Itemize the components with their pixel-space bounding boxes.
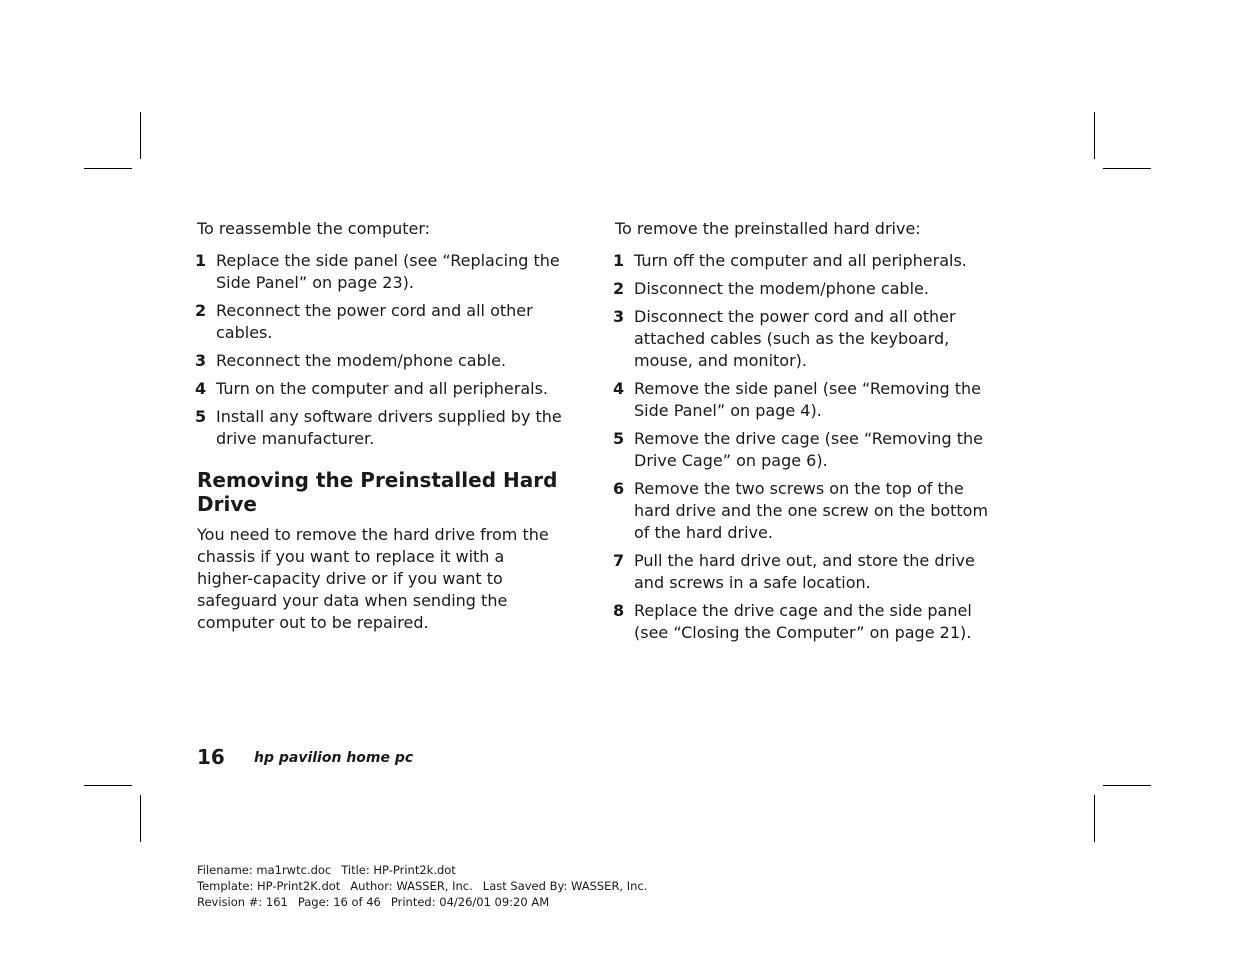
crop-mark xyxy=(140,795,141,842)
right-column xyxy=(615,218,1000,650)
list-item xyxy=(615,600,1000,644)
remove-intro: To remove the preinstalled hard drive: xyxy=(615,219,921,238)
list-item xyxy=(197,250,562,294)
metadata-author: Author: WASSER, Inc. xyxy=(350,879,473,893)
remove-steps xyxy=(615,250,1000,644)
step-text: Replace the drive cage and the side panel (see “Closing the Computer” on page 21). xyxy=(634,601,972,642)
step-text: Reconnect the power cord and all other cables. xyxy=(216,301,533,342)
metadata-last-saved: Last Saved By: WASSER, Inc. xyxy=(482,879,648,893)
step-number: 1 xyxy=(195,251,207,270)
crop-mark xyxy=(1103,168,1151,169)
metadata-filename: Filename: ma1rwtc.doc xyxy=(197,863,332,877)
reassemble-steps xyxy=(197,250,562,450)
metadata-line xyxy=(197,862,647,878)
product-name: hp pavilion home pc xyxy=(254,750,414,766)
metadata-template: Template: HP-Print2K.dot xyxy=(197,879,341,893)
crop-mark xyxy=(1103,785,1151,786)
step-number: 8 xyxy=(613,601,625,620)
step-number: 3 xyxy=(613,307,625,326)
crop-mark xyxy=(140,112,141,159)
step-number: 3 xyxy=(195,351,207,370)
metadata-line xyxy=(197,894,647,910)
reassemble-intro: To reassemble the computer: xyxy=(197,219,431,238)
step-text: Turn on the computer and all peripherals. xyxy=(216,379,548,398)
step-number: 5 xyxy=(195,407,207,426)
metadata-line xyxy=(197,878,647,894)
crop-mark xyxy=(84,168,132,169)
step-text: Reconnect the modem/phone cable. xyxy=(216,351,507,370)
step-text: Remove the two screws on the top of the hard drive and the one screw on the bottom of the hard drive. xyxy=(634,479,989,542)
list-item xyxy=(615,378,1000,422)
list-item xyxy=(615,278,1000,300)
metadata-revision: Revision #: 161 xyxy=(197,895,288,909)
step-number: 4 xyxy=(613,379,625,398)
list-item xyxy=(197,300,562,344)
metadata-printed: Printed: 04/26/01 09:20 AM xyxy=(390,895,550,909)
step-number: 4 xyxy=(195,379,207,398)
list-item xyxy=(197,406,562,450)
step-number: 1 xyxy=(613,251,625,270)
list-item xyxy=(197,350,562,372)
page-number: 16 xyxy=(197,745,225,769)
document-metadata xyxy=(197,862,647,910)
step-text: Disconnect the power cord and all other attached cables (such as the keyboard, mouse, and monitor). xyxy=(634,307,956,370)
step-text: Replace the side panel (see “Replacing the Side Panel” on page 23). xyxy=(216,251,560,292)
step-number: 2 xyxy=(195,301,207,320)
step-text: Pull the hard drive out, and store the drive and screws in a safe location. xyxy=(634,551,975,592)
list-item xyxy=(615,550,1000,594)
metadata-title: Title: HP-Print2k.dot xyxy=(341,863,456,877)
crop-mark xyxy=(1094,112,1095,159)
left-column xyxy=(197,218,562,634)
step-text: Disconnect the modem/phone cable. xyxy=(634,279,929,298)
step-number: 6 xyxy=(613,479,625,498)
list-item xyxy=(615,306,1000,372)
list-item xyxy=(615,250,1000,272)
step-number: 5 xyxy=(613,429,625,448)
metadata-page: Page: 16 of 46 xyxy=(297,895,381,909)
list-item xyxy=(615,428,1000,472)
step-number: 7 xyxy=(613,551,625,570)
section-paragraph: You need to remove the hard drive from the chassis if you want to replace it with a higher-capacity drive or if you want to safeguard your data when sending the computer out to be repaired. xyxy=(197,525,549,632)
list-item xyxy=(615,478,1000,544)
crop-mark xyxy=(84,785,132,786)
step-text: Remove the drive cage (see “Removing the Drive Cage” on page 6). xyxy=(634,429,983,470)
step-text: Install any software drivers supplied by the drive manufacturer. xyxy=(216,407,562,448)
step-number: 2 xyxy=(613,279,625,298)
step-text: Remove the side panel (see “Removing the Side Panel” on page 4). xyxy=(634,379,982,420)
section-heading: Removing the Preinstalled Hard Drive xyxy=(197,468,558,516)
list-item xyxy=(197,378,562,400)
step-text: Turn off the computer and all peripherals. xyxy=(634,251,967,270)
crop-mark xyxy=(1094,795,1095,842)
